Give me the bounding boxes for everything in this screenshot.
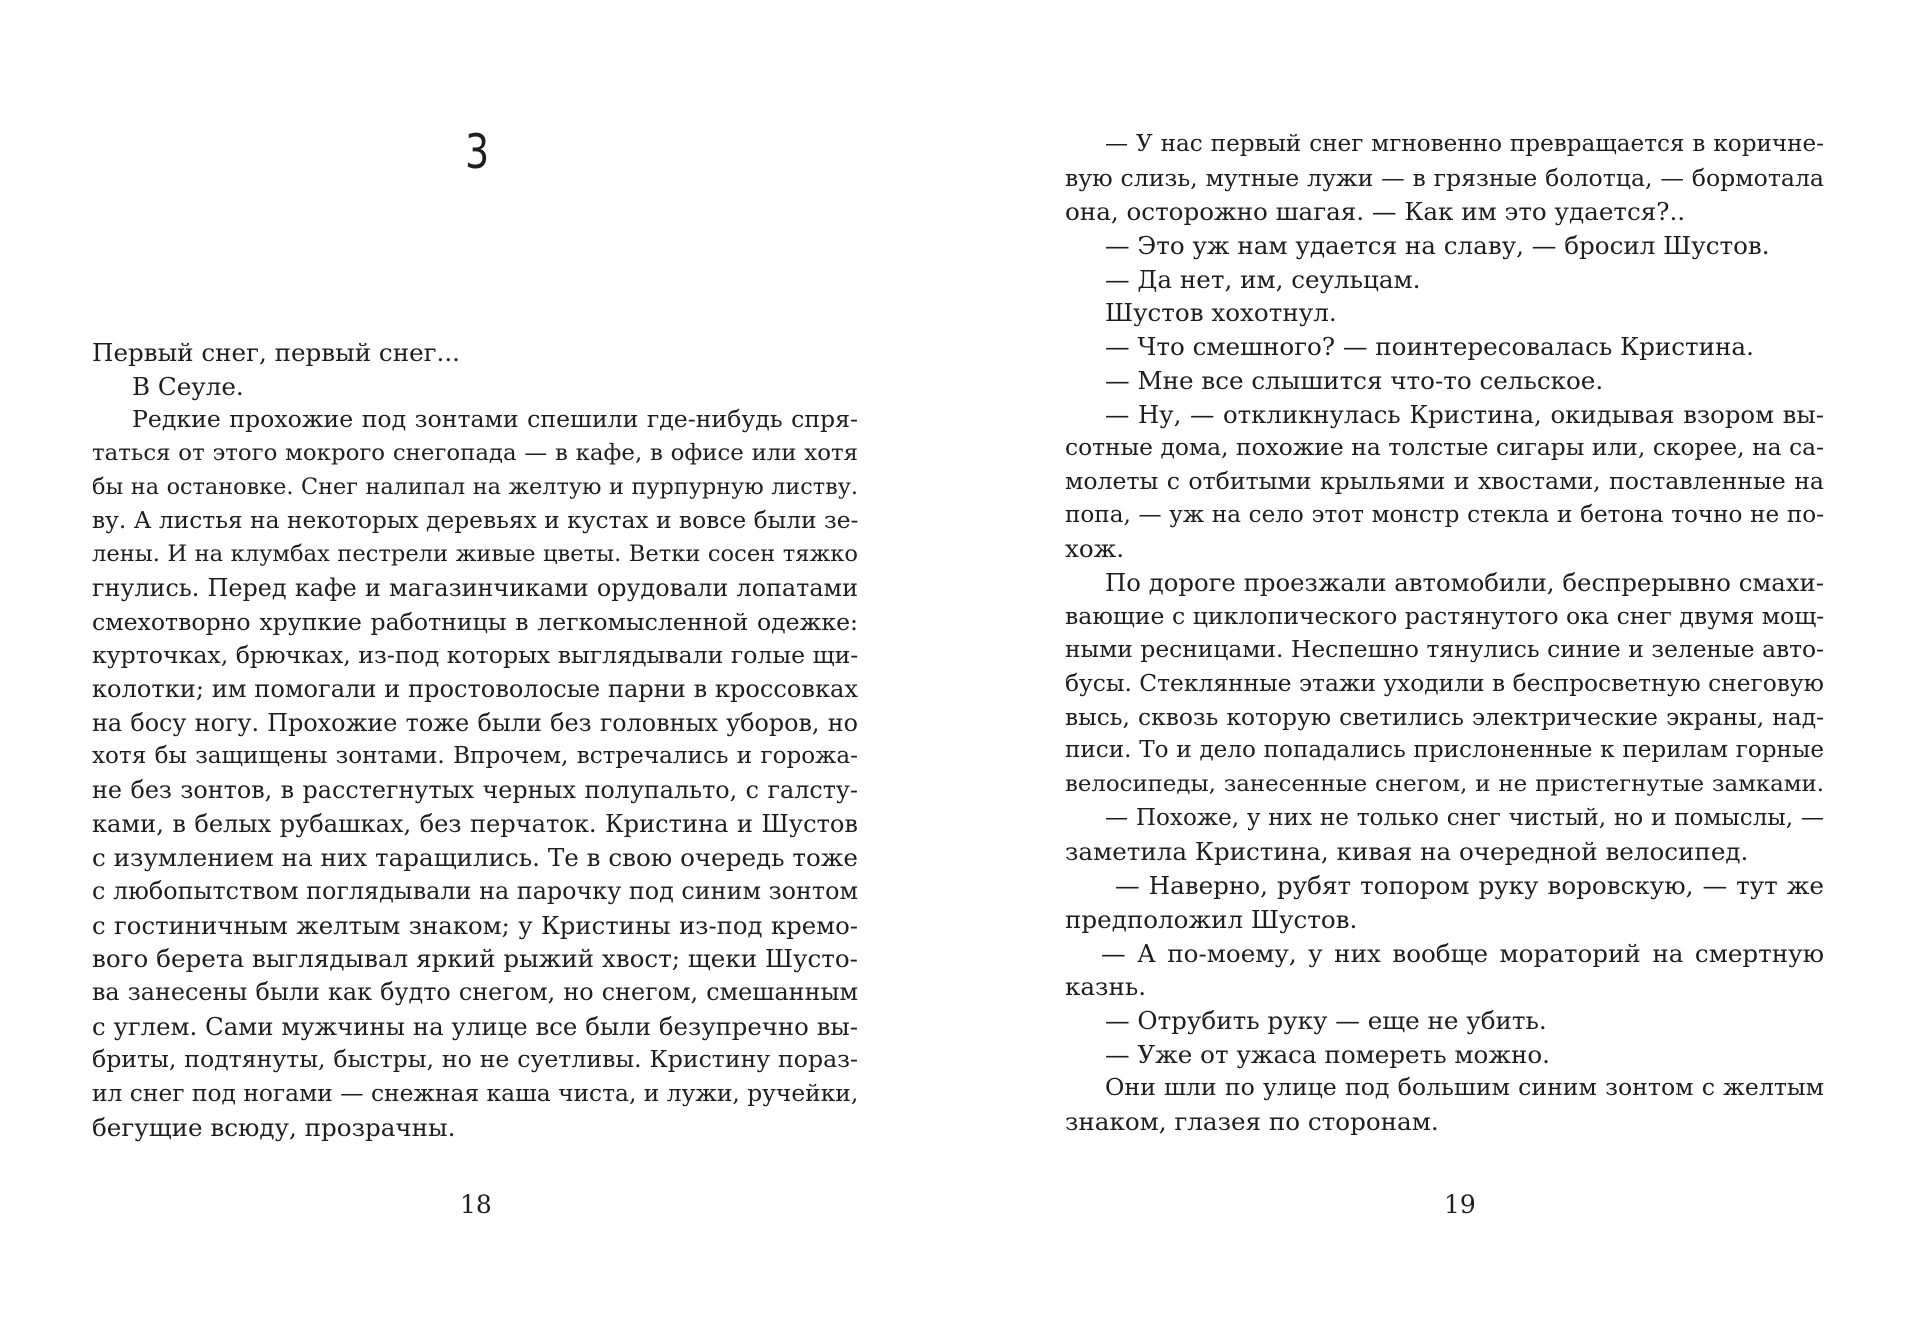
text-line: высь, сквозь которую светились электрические экраны, над- bbox=[1065, 702, 1824, 731]
left-page-text bbox=[92, 336, 858, 1145]
text-line: хож. bbox=[1065, 534, 1125, 564]
text-line: — Отрубить руку — еще не убить. bbox=[1105, 1005, 1547, 1035]
text-line: Первый снег, первый снег... bbox=[92, 338, 460, 367]
text-line: бегущие всюду, прозрачны. bbox=[92, 1112, 456, 1142]
text-line: вого берета выглядывал яркий рыжий хвост; щеки Шусто- bbox=[92, 944, 858, 974]
text-line: ил снег под ногами — снежная каша чиста, и лужи, ручейки, bbox=[92, 1079, 859, 1108]
right-page-text bbox=[1065, 128, 1824, 1139]
text-line: — А по-моему, у них вообще мораторий на смертную bbox=[1101, 938, 1824, 968]
text-line: сотные дома, похожие на толстые сигары или, скорее, на са- bbox=[1065, 433, 1824, 462]
text-line: — Да нет, им, сеульцам. bbox=[1105, 264, 1421, 294]
text-line: с любопытством поглядывали на парочку под синим зонтом bbox=[92, 877, 858, 905]
page-number: 18 bbox=[460, 1190, 492, 1219]
text-line: — У нас первый снег мгновенно превращается в коричне- bbox=[1105, 131, 1824, 157]
text-line: казнь. bbox=[1065, 972, 1147, 1002]
text-line: — Мне все слышится что-то сельское. bbox=[1105, 365, 1604, 395]
text-line: — Похоже, у них не только снег чистый, но и помыслы, — bbox=[1105, 804, 1824, 831]
text-line: с гостиничным желтым знаком; у Кристины из-под кремо- bbox=[92, 910, 858, 940]
text-line: бусы. Стеклянные этажи уходили в беспросветную снеговую bbox=[1065, 669, 1824, 697]
text-line: ва занесены были как будто снегом, но снегом, смешанным bbox=[92, 978, 858, 1007]
text-line: бриты, подтянуты, быстры, но не суетливы. Кристину пораз- bbox=[92, 1045, 858, 1074]
text-line: колотки; им помогали и простоволосые парни в кроссовках bbox=[92, 674, 858, 703]
text-line: — Ну, — откликнулась Кристина, окидывая взором вы- bbox=[1105, 399, 1824, 429]
text-line: В Сеуле. bbox=[132, 371, 244, 401]
text-line: она, осторожно шагая. — Как им это удается?.. bbox=[1065, 197, 1686, 227]
text-line: предположил Шустов. bbox=[1065, 904, 1358, 934]
text-line: молеты с отбитыми крыльями и хвостами, поставленные на bbox=[1065, 466, 1824, 495]
text-line: вающие с циклопического растянутого ока снег двумя мощ- bbox=[1065, 601, 1825, 630]
text-line: гнулись. Перед кафе и магазинчиками орудовали лопатами bbox=[92, 573, 858, 602]
text-line: ными ресницами. Неспешно тянулись синие и зеленые авто- bbox=[1065, 635, 1824, 664]
text-line: Редкие прохожие под зонтами спешили где-нибудь спря- bbox=[132, 405, 858, 434]
text-line: велосипеды, занесенные снегом, и не пристегнутые замками. bbox=[1065, 771, 1824, 798]
text-line: с углем. Сами мужчины на улице все были безупречно вы- bbox=[92, 1011, 858, 1041]
text-line: знаком, глазея по сторонам. bbox=[1065, 1106, 1439, 1136]
text-line: таться от этого мокрого снегопада — в кафе, в офисе или хотя bbox=[92, 440, 858, 467]
text-line: не без зонтов, в расстегнутых черных полупальто, с галсту- bbox=[92, 775, 858, 804]
chapter-number: 3 bbox=[465, 124, 490, 179]
right-page bbox=[958, 0, 1917, 1320]
text-line: заметила Кристина, кивая на очередной велосипед. bbox=[1065, 837, 1749, 867]
text-line: ву. А листья на некоторых деревьях и кустах и вовсе были зе- bbox=[92, 506, 859, 535]
text-line: — Это уж нам удается на славу, — бросил Шустов. bbox=[1105, 231, 1770, 261]
left-page bbox=[0, 0, 958, 1320]
text-line: Шустов хохотнул. bbox=[1105, 298, 1337, 328]
text-line: попа, — уж на село этот монстр стекла и бетона точно не по- bbox=[1065, 501, 1824, 528]
text-line: — Уже от ужаса помереть можно. bbox=[1105, 1039, 1550, 1069]
text-line: на босу ногу. Прохожие тоже были без головных уборов, но bbox=[92, 708, 858, 737]
text-line: ками, в белых рубашках, без перчаток. Кристина и Шустов bbox=[92, 809, 858, 838]
text-line: — Что смешного? — поинтересовалась Кристина. bbox=[1105, 332, 1754, 362]
text-line: писи. То и дело попадались прислоненные к перилам горные bbox=[1065, 737, 1824, 764]
text-line: вую слизь, мутные лужи — в грязные болотца, — бормотала bbox=[1065, 163, 1824, 192]
text-line: курточках, брючках, из-под которых выглядывали голые щи- bbox=[92, 641, 859, 670]
page-number: 19 bbox=[1444, 1190, 1476, 1219]
text-line: смехотворно хрупкие работницы в легкомысленной одежке: bbox=[92, 607, 858, 636]
text-line: — Наверно, рубят топором руку воровскую, — тут же bbox=[1115, 871, 1824, 901]
text-line: Они шли по улице под большим синим зонтом с желтым bbox=[1105, 1073, 1824, 1102]
text-line: лены. И на клумбах пестрели живые цветы. Ветки сосен тяжко bbox=[92, 541, 858, 568]
text-line: По дороге проезжали автомобили, беспрерывно смахи- bbox=[1105, 567, 1824, 597]
text-line: хотя бы защищены зонтами. Впрочем, встречались и горожа- bbox=[92, 743, 858, 770]
text-line: бы на остановке. Снег налипал на желтую и пурпурную листву. bbox=[92, 473, 858, 500]
text-line: с изумлением на них таращились. Те в свою очередь тоже bbox=[92, 843, 858, 873]
